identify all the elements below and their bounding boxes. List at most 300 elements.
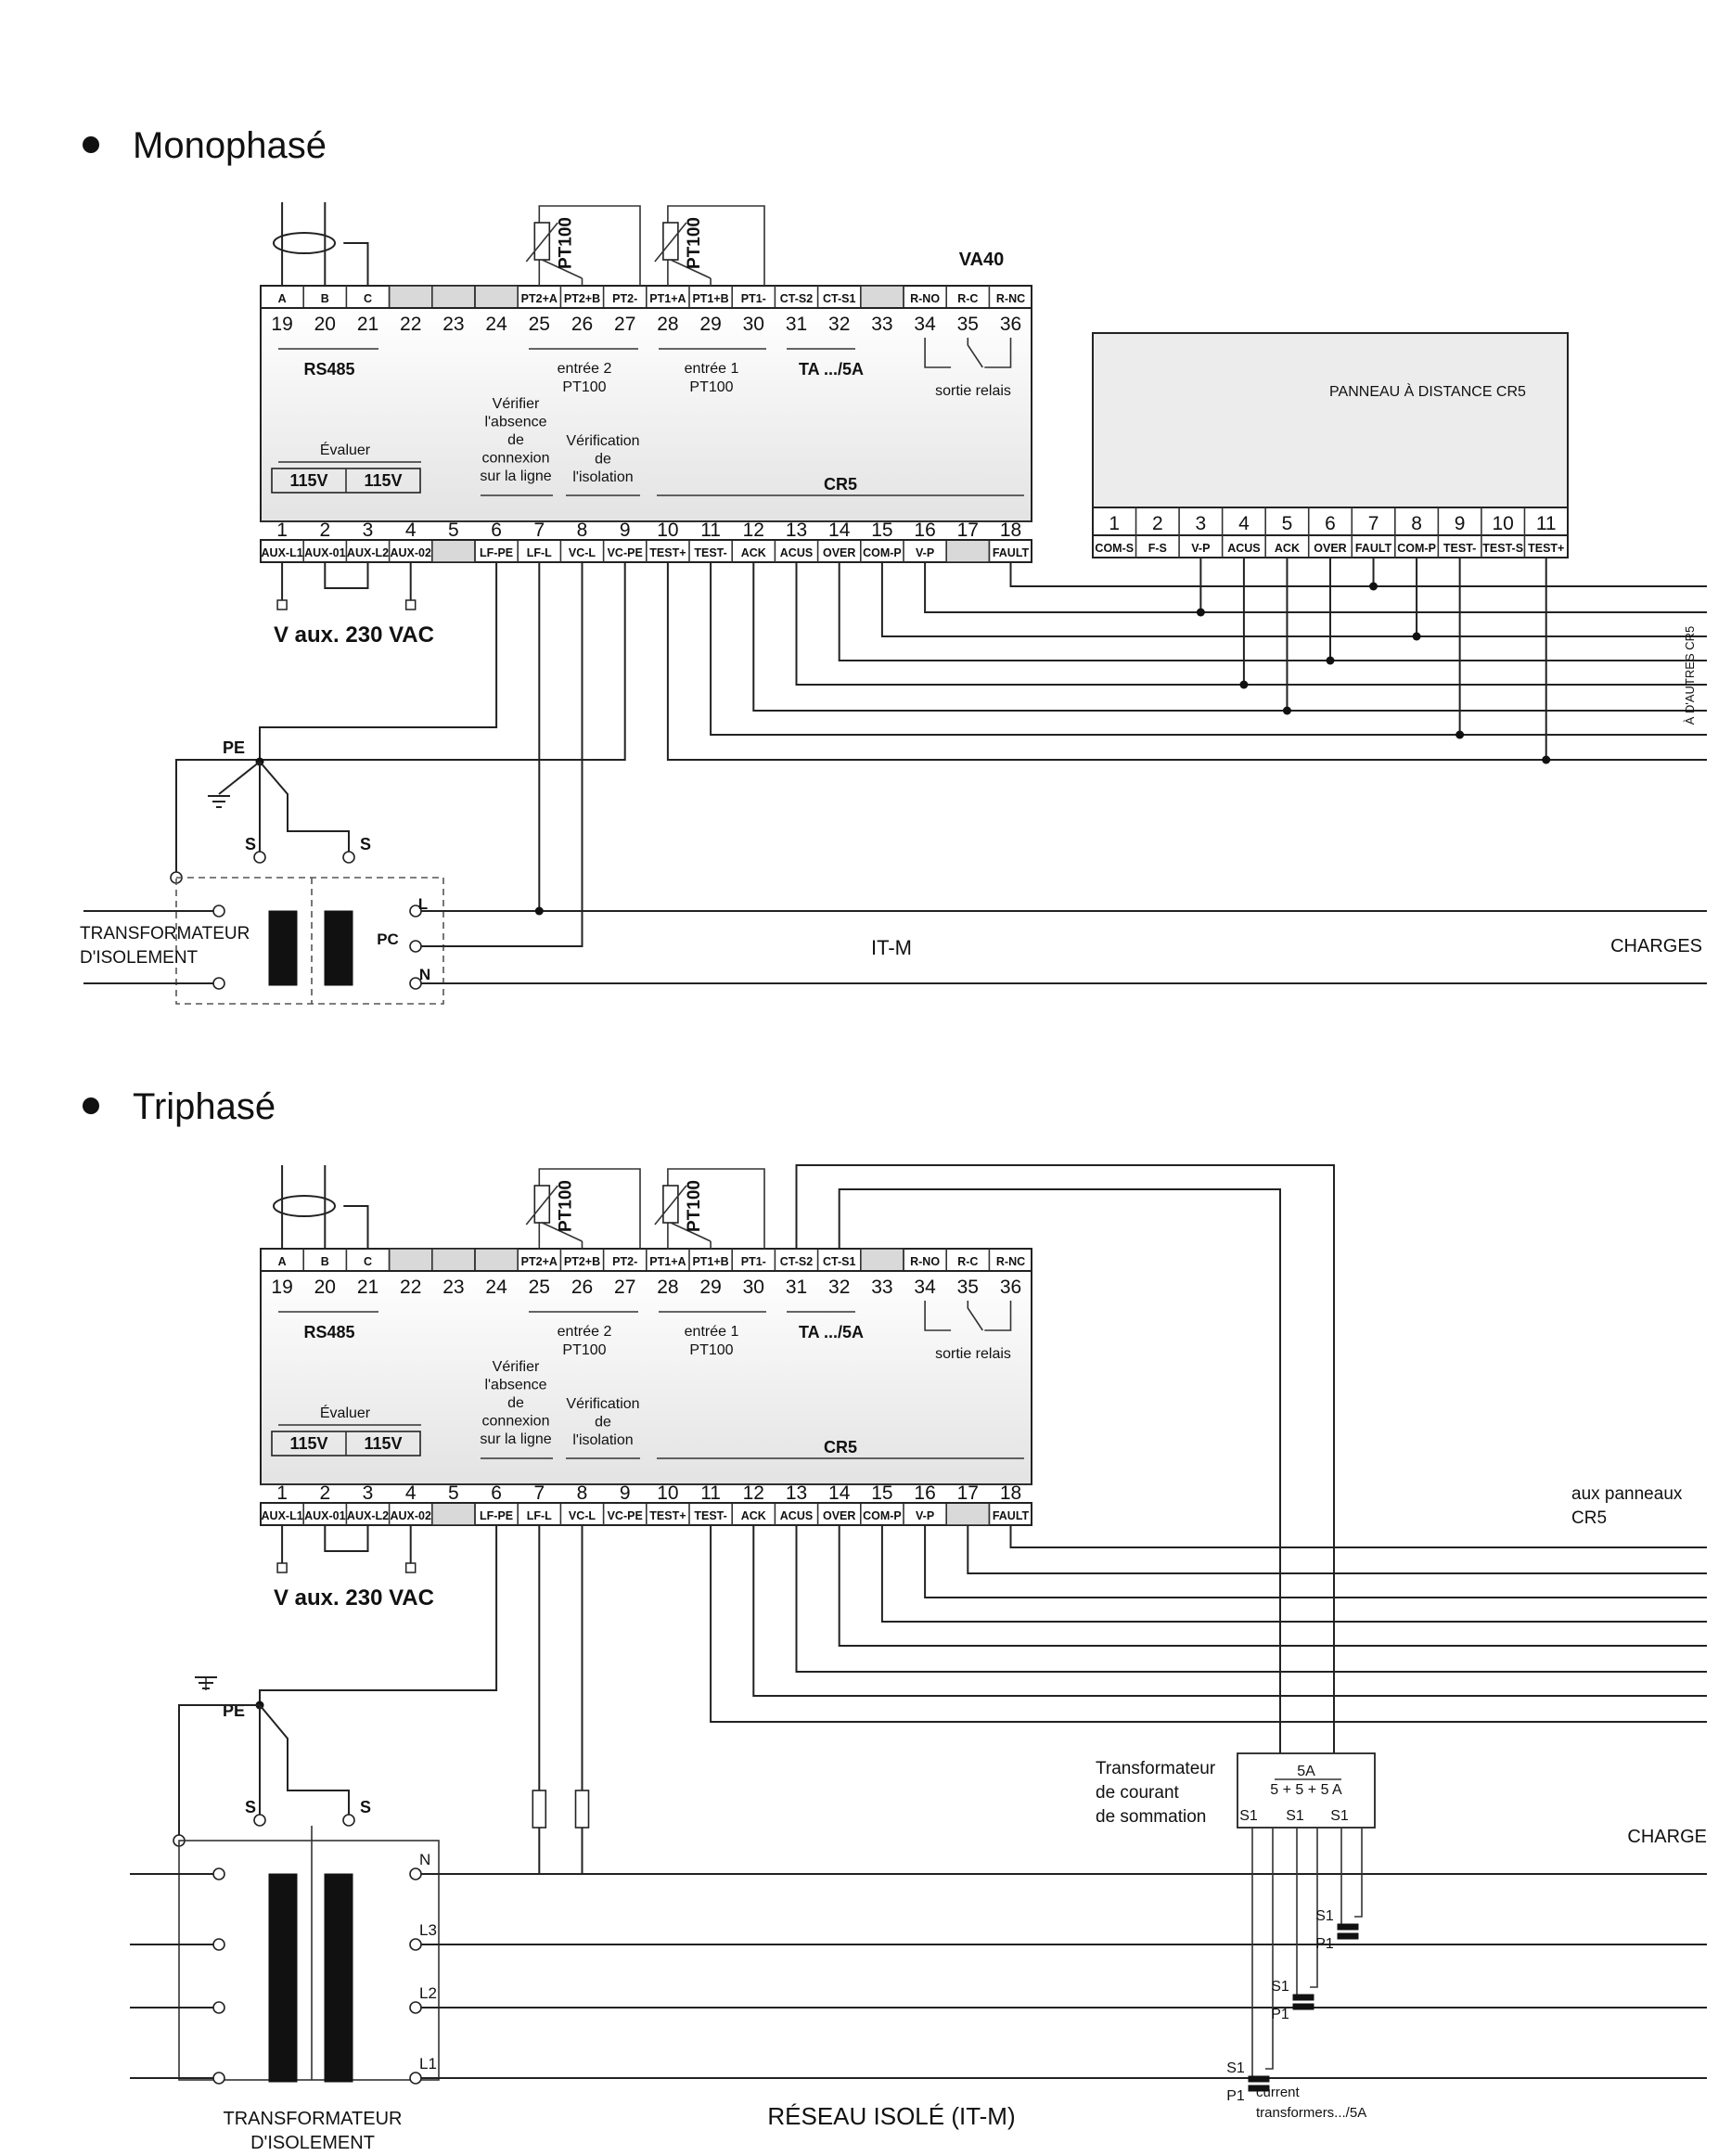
terminal-header-bottom: AUX-L2	[346, 546, 390, 559]
terminal-ring	[213, 1939, 224, 1950]
transformer-label: TRANSFORMATEUR	[223, 2109, 403, 2129]
aux-terminal	[277, 1563, 287, 1572]
rs485-wire-c	[343, 1206, 367, 1249]
section-title-mono: Monophasé	[133, 125, 327, 166]
panel-terminal-header: FAULT	[1354, 542, 1392, 555]
terminal-ring	[410, 1939, 421, 1950]
terminal-number-top: 34	[914, 314, 936, 335]
relay-output-label: sortie relais	[935, 1346, 1011, 1362]
terminal-header-bottom: AUX-L2	[346, 1509, 390, 1522]
terminal-header-bottom: AUX-01	[304, 1509, 346, 1522]
bus-wire	[753, 1525, 1707, 1696]
terminal-ring	[213, 905, 224, 917]
bus-wire	[882, 562, 1707, 636]
terminal-number-top: 36	[999, 1277, 1022, 1298]
terminal-ring	[410, 2002, 421, 2013]
terminal-header-top: PT1-	[740, 292, 766, 305]
terminal-number-bottom: 8	[576, 520, 588, 541]
header-shade	[861, 286, 904, 308]
switch-s-label: S	[244, 835, 257, 853]
ct-p1-label: P1	[1315, 1936, 1334, 1952]
summation-ratio-bottom: 5 + 5 + 5 A	[1270, 1782, 1342, 1798]
terminal-header-bottom: COM-P	[863, 1509, 902, 1522]
aux-voltage-label: V aux. 230 VAC	[274, 1585, 434, 1611]
terminal-number-bottom: 5	[448, 1482, 459, 1504]
terminal-header-bottom: V-P	[916, 546, 935, 559]
terminal-header-bottom: VC-L	[568, 546, 596, 559]
transformer-label: D'ISOLEMENT	[80, 948, 199, 968]
ct-p1-label: P1	[1271, 2007, 1289, 2022]
terminal-number-top: 23	[442, 1277, 465, 1298]
junction-dot	[1239, 681, 1248, 689]
pe-label: PE	[222, 738, 246, 757]
ct-caption: current	[1256, 2085, 1300, 2100]
evaluate-label: Évaluer	[319, 443, 371, 458]
terminal-header-top: PT2+A	[520, 1255, 558, 1268]
insulation-check-label: l'isolation	[572, 469, 634, 485]
header-shade	[475, 1249, 518, 1271]
terminal-number-top: 27	[614, 1277, 636, 1298]
insulation-check-label: l'isolation	[572, 1432, 634, 1448]
terminal-header-top: R-C	[957, 1255, 979, 1268]
junction-dot	[1455, 731, 1464, 739]
terminal-header-bottom: TEST-	[694, 1509, 727, 1522]
terminal-number-bottom: 1	[276, 1482, 288, 1504]
summation-label: de sommation	[1096, 1807, 1207, 1827]
terminal-header-bottom: LF-PE	[480, 1509, 514, 1522]
insulation-check-label: Vérification	[566, 1396, 640, 1412]
header-shade	[432, 540, 475, 562]
terminal-header-top: A	[277, 1255, 287, 1268]
terminal-number-top: 33	[871, 1277, 893, 1298]
pt100-label: PT100	[556, 1180, 576, 1232]
ta-label: TA .../5A	[798, 1323, 865, 1341]
verify-connection-label: sur la ligne	[480, 1431, 552, 1447]
terminal-number-top: 29	[699, 1277, 722, 1298]
terminal-header-top: B	[320, 1255, 329, 1268]
panel-terminal-header: COM-S	[1095, 542, 1135, 555]
transformer-core-right	[325, 1874, 353, 2082]
bullet-icon	[83, 136, 99, 153]
terminal-ring	[410, 2073, 421, 2084]
terminal-header-top: CT-S1	[822, 1255, 856, 1268]
terminal-number-top: 32	[828, 1277, 851, 1298]
ct-wire	[1354, 1828, 1362, 1917]
terminal-header-top: CT-S2	[779, 292, 814, 305]
aux-bridge	[325, 1525, 367, 1551]
verify-connection-label: connexion	[481, 450, 550, 467]
verify-connection-label: connexion	[481, 1413, 550, 1430]
verify-connection-label: de	[507, 432, 524, 448]
terminal-number-bottom: 3	[362, 1482, 374, 1504]
terminal-number-bottom: 9	[619, 520, 631, 541]
terminal-number-top: 19	[271, 314, 293, 335]
panel-terminal-number: 9	[1454, 513, 1466, 534]
terminal-number-bottom: 16	[914, 1482, 936, 1504]
terminal-number-bottom: 5	[448, 520, 459, 541]
terminal-header-bottom: LF-PE	[480, 546, 514, 559]
terminal-header-bottom: LF-L	[526, 1509, 552, 1522]
aux-terminal	[406, 1563, 416, 1572]
terminal-number-bottom: 4	[404, 1482, 417, 1504]
terminal-header-top: A	[277, 292, 287, 305]
terminal-header-bottom: OVER	[822, 1509, 856, 1522]
terminal-number-bottom: 7	[533, 520, 545, 541]
single-phase-section	[80, 125, 1707, 1004]
lf-pe-wire	[260, 562, 496, 762]
input1-sub-label: PT100	[689, 1342, 734, 1358]
terminal-header-top: R-NC	[995, 1255, 1026, 1268]
remote-panel-body	[1093, 333, 1568, 507]
network-label: IT-M	[871, 936, 912, 959]
terminal-header-bottom: AUX-02	[390, 1509, 431, 1522]
remote-panel-title: PANNEAU À DISTANCE CR5	[1329, 384, 1526, 400]
terminal-number-top: 21	[356, 1277, 379, 1298]
transformer-label: TRANSFORMATEUR	[80, 924, 250, 943]
verify-connection-label: sur la ligne	[480, 468, 552, 484]
terminal-header-bottom: AUX-01	[304, 546, 346, 559]
bus-wire	[711, 562, 1707, 735]
terminal-header-top: CT-S2	[779, 1255, 814, 1268]
panel-terminal-number: 1	[1109, 513, 1121, 534]
terminal-number-top: 31	[785, 314, 808, 335]
summation-s1-label: S1	[1286, 1808, 1304, 1824]
relay-output-label: sortie relais	[935, 383, 1011, 399]
terminal-header-top: PT2-	[612, 292, 638, 305]
phase-label: L1	[419, 2055, 437, 2073]
rs485-label: RS485	[303, 360, 355, 379]
terminal-number-top: 29	[699, 314, 722, 335]
terminal-number-bottom: 15	[871, 1482, 893, 1504]
terminal-ring	[213, 2073, 224, 2084]
panel-terminal-header: TEST-	[1442, 542, 1477, 555]
aux-terminal	[277, 600, 287, 610]
terminal-header-bottom: V-P	[916, 1509, 935, 1522]
terminal-number-bottom: 14	[828, 1482, 851, 1504]
pc-wire	[421, 562, 583, 946]
terminal-header-top: PT1-	[740, 1255, 766, 1268]
switch-wire	[260, 1705, 349, 1820]
ct-s1-label: S1	[1315, 1908, 1334, 1924]
junction-dot	[1542, 756, 1550, 764]
pt100-wire	[668, 206, 764, 286]
terminal-header-bottom: TEST-	[694, 546, 727, 559]
ct-caption: transformers.../5A	[1256, 2105, 1367, 2121]
loads-label: CHARGES	[1610, 936, 1702, 956]
terminal-number-bottom: 7	[533, 1482, 545, 1504]
junction-dot	[1327, 657, 1335, 665]
terminal-number-bottom: 1	[276, 520, 288, 541]
input2-sub-label: PT100	[562, 1342, 607, 1358]
vc-pe-wire	[176, 562, 625, 878]
bus-wire	[1011, 562, 1708, 586]
terminal-number-top: 34	[914, 1277, 936, 1298]
terminal-number-bottom: 13	[785, 1482, 808, 1504]
fuse-icon	[532, 1790, 545, 1828]
other-cr5-label: À D'AUTRES CR5	[1683, 625, 1697, 725]
header-shade	[432, 286, 475, 308]
panel-terminal-number: 6	[1325, 513, 1336, 534]
terminal-number-bottom: 8	[576, 1482, 588, 1504]
panel-terminal-number: 3	[1195, 513, 1207, 534]
ct-s1-label: S1	[1271, 1979, 1289, 1995]
terminal-header-top: PT2+B	[563, 1255, 601, 1268]
junction-dot	[1369, 583, 1378, 591]
aux-terminal	[406, 600, 416, 610]
panel-terminal-header: ACK	[1274, 542, 1301, 555]
terminal-ring	[410, 941, 421, 952]
terminal-ring	[410, 1868, 421, 1880]
terminal-number-top: 21	[356, 314, 379, 335]
terminal-header-bottom: COM-P	[863, 546, 902, 559]
verify-connection-label: de	[507, 1395, 524, 1411]
ct-p1-label: P1	[1226, 2088, 1245, 2104]
terminal-header-top: B	[320, 292, 329, 305]
phase-label: N	[419, 1851, 431, 1868]
terminal-header-bottom: VC-PE	[607, 546, 643, 559]
terminal-header-top: R-C	[957, 292, 979, 305]
header-shade	[861, 1249, 904, 1271]
terminal-header-bottom: AUX-L1	[261, 1509, 303, 1522]
terminal-ring	[213, 1868, 224, 1880]
rs485-wire-c	[343, 243, 367, 286]
summation-ratio-top: 5A	[1297, 1764, 1315, 1779]
terminal-ring	[213, 978, 224, 989]
header-shade	[946, 540, 989, 562]
verify-connection-label: Vérifier	[492, 1359, 540, 1375]
input2-label: entrée 2	[557, 361, 612, 377]
phase-label: L2	[419, 1984, 437, 2002]
insulation-check-label: de	[595, 451, 611, 468]
current-transformer-icon	[1249, 2076, 1269, 2082]
current-transformer-icon	[1293, 1995, 1314, 2000]
terminal-number-top: 28	[657, 314, 679, 335]
aux-voltage-label: V aux. 230 VAC	[274, 622, 434, 648]
three-phase-section	[83, 1086, 1707, 2153]
terminal-header-bottom: ACUS	[779, 1509, 814, 1522]
rs485-label: RS485	[303, 1323, 355, 1341]
panel-terminal-header: COM-P	[1397, 542, 1436, 555]
terminal-header-top: PT1+B	[692, 1255, 729, 1268]
terminal-number-bottom: 4	[404, 520, 417, 541]
device-model-label: CR5	[823, 1438, 858, 1457]
terminal-header-bottom: ACK	[740, 1509, 766, 1522]
terminal-header-top: PT1+B	[692, 292, 729, 305]
terminal-number-top: 31	[785, 1277, 808, 1298]
terminal-number-top: 30	[742, 314, 764, 335]
terminal-number-top: 30	[742, 1277, 764, 1298]
input1-sub-label: PT100	[689, 379, 734, 395]
device-model-label: CR5	[823, 475, 858, 494]
panel-terminal-number: 2	[1151, 513, 1163, 534]
terminal-header-bottom: FAULT	[992, 546, 1030, 559]
junction-dot	[1283, 707, 1291, 715]
panel-terminal-header: F-S	[1148, 542, 1167, 555]
line-l-label: L	[417, 895, 429, 913]
junction-dot	[1413, 633, 1421, 641]
pe-wire	[179, 1705, 260, 1841]
panel-terminal-header: V-P	[1191, 542, 1211, 555]
terminal-header-top: R-NO	[910, 292, 941, 305]
input1-label: entrée 1	[684, 361, 739, 377]
summation-label: Transformateur	[1096, 1759, 1216, 1778]
network-label: RÉSEAU ISOLÉ (IT-M)	[767, 2102, 1016, 2130]
pt100-wire	[668, 1169, 764, 1249]
terminal-number-top: 24	[485, 314, 507, 335]
pt100-wire	[539, 1169, 640, 1249]
terminal-header-bottom: AUX-L1	[261, 546, 303, 559]
junction-dot	[535, 907, 544, 916]
header-shade	[390, 286, 432, 308]
bus-wire	[711, 1525, 1707, 1722]
terminal-number-bottom: 2	[319, 520, 331, 541]
terminal-number-bottom: 18	[999, 520, 1022, 541]
bullet-icon	[83, 1097, 99, 1114]
header-shade	[390, 1249, 432, 1271]
pt100-label: PT100	[556, 217, 576, 269]
terminal-number-top: 22	[400, 1277, 422, 1298]
terminal-number-bottom: 12	[742, 520, 764, 541]
terminal-header-bottom: VC-L	[568, 1509, 596, 1522]
pe-label: PE	[222, 1701, 246, 1720]
line-pc-label: PC	[377, 930, 399, 948]
summation-s1-label: S1	[1330, 1808, 1349, 1824]
line-n-label: N	[418, 966, 431, 983]
input2-label: entrée 2	[557, 1324, 612, 1340]
fuse-icon	[576, 1790, 589, 1828]
bus-wire	[797, 562, 1708, 685]
terminal-header-bottom: TEST+	[649, 546, 686, 559]
supply-115v-label: 115V	[289, 471, 328, 490]
terminal-number-top: 33	[871, 314, 893, 335]
panel-terminal-number: 8	[1411, 513, 1422, 534]
terminal-number-top: 35	[956, 314, 979, 335]
verify-connection-label: l'absence	[484, 414, 547, 430]
terminal-number-top: 20	[314, 314, 336, 335]
current-transformer-icon	[1293, 2004, 1314, 2009]
ct-wire	[1265, 1828, 1273, 2069]
terminal-number-bottom: 17	[956, 1482, 979, 1504]
terminal-ring	[343, 1815, 354, 1826]
terminal-number-top: 24	[485, 1277, 507, 1298]
terminal-header-top: CT-S1	[822, 292, 856, 305]
supply-115v-label: 115V	[364, 1434, 403, 1453]
terminal-number-bottom: 10	[657, 1482, 679, 1504]
terminal-number-top: 26	[571, 314, 594, 335]
switch-s-label: S	[359, 835, 372, 853]
verify-connection-label: l'absence	[484, 1377, 547, 1393]
panel-terminal-header: TEST-S	[1482, 542, 1524, 555]
current-transformer-icon	[1338, 1933, 1358, 1939]
terminal-number-bottom: 10	[657, 520, 679, 541]
aux-bridge	[325, 562, 367, 588]
ct-s1-label: S1	[1226, 2060, 1245, 2076]
terminal-header-top: PT2+B	[563, 292, 601, 305]
panel-terminal-number: 5	[1281, 513, 1293, 534]
terminal-header-bottom: OVER	[822, 546, 856, 559]
pt100-label: PT100	[684, 217, 704, 269]
bus-wire	[840, 1525, 1707, 1646]
terminal-header-bottom: ACK	[740, 546, 766, 559]
terminal-number-top: 36	[999, 314, 1022, 335]
terminal-number-top: 22	[400, 314, 422, 335]
section-title-tri: Triphasé	[133, 1086, 276, 1127]
terminal-header-top: PT2+A	[520, 292, 558, 305]
terminal-number-bottom: 3	[362, 520, 374, 541]
header-shade	[475, 286, 518, 308]
current-transformer-icon	[1338, 1924, 1358, 1930]
terminal-number-top: 19	[271, 1277, 293, 1298]
terminal-ring	[343, 852, 354, 863]
panel-terminal-header: ACUS	[1227, 542, 1261, 555]
terminal-header-bottom: LF-L	[526, 546, 552, 559]
load-label: CHARGE	[1627, 1827, 1707, 1847]
terminal-header-top: R-NO	[910, 1255, 941, 1268]
terminal-number-bottom: 6	[491, 1482, 502, 1504]
terminal-header-top: C	[363, 1255, 373, 1268]
panel-terminal-header: TEST+	[1528, 542, 1565, 555]
terminal-header-bottom: TEST+	[649, 1509, 686, 1522]
panel-terminal-number: 7	[1367, 513, 1379, 534]
panel-terminal-number: 11	[1535, 513, 1557, 534]
switch-wire	[260, 762, 349, 857]
insulation-check-label: Vérification	[566, 433, 640, 449]
transformer-label: D'ISOLEMENT	[250, 2133, 375, 2153]
terminal-number-top: 23	[442, 314, 465, 335]
terminal-number-top: 25	[528, 314, 550, 335]
terminal-number-top: 26	[571, 1277, 594, 1298]
terminal-header-top: PT2-	[612, 1255, 638, 1268]
terminal-header-top: C	[363, 292, 373, 305]
supply-115v-label: 115V	[364, 471, 403, 490]
lf-pe-wire	[260, 1525, 496, 1705]
terminal-number-bottom: 13	[785, 520, 808, 541]
terminal-number-bottom: 14	[828, 520, 851, 541]
summation-label: de courant	[1096, 1783, 1179, 1803]
transformer-core-right	[325, 911, 353, 985]
bus-wire	[925, 1525, 1707, 1598]
panel-terminal-number: 10	[1492, 513, 1514, 534]
terminal-header-top: PT1+A	[649, 292, 686, 305]
summation-s1-label: S1	[1239, 1808, 1258, 1824]
terminal-number-bottom: 2	[319, 1482, 331, 1504]
evaluate-label: Évaluer	[319, 1405, 371, 1421]
verify-connection-label: Vérifier	[492, 396, 540, 412]
terminal-number-bottom: 11	[700, 1482, 722, 1504]
transformer-core-left	[269, 911, 297, 985]
terminal-number-bottom: 15	[871, 520, 893, 541]
header-shade	[432, 1249, 475, 1271]
terminal-header-top: R-NC	[995, 292, 1026, 305]
ta-label: TA .../5A	[798, 360, 865, 379]
pt100-wire	[539, 206, 640, 286]
insulation-check-label: de	[595, 1414, 611, 1431]
terminal-header-bottom: AUX-02	[390, 546, 431, 559]
terminal-header-top: PT1+A	[649, 1255, 686, 1268]
device-name-label: VA40	[958, 250, 1005, 270]
terminal-number-top: 28	[657, 1277, 679, 1298]
terminal-number-bottom: 18	[999, 1482, 1022, 1504]
panel-terminal-header: OVER	[1314, 542, 1347, 555]
bus-wire	[1011, 1525, 1708, 1547]
terminal-number-bottom: 9	[619, 1482, 631, 1504]
header-shade	[432, 1503, 475, 1525]
terminal-number-top: 32	[828, 314, 851, 335]
pt100-label: PT100	[684, 1180, 704, 1232]
to-panels-label: aux panneaux	[1571, 1484, 1683, 1504]
input1-label: entrée 1	[684, 1324, 739, 1340]
terminal-number-top: 20	[314, 1277, 336, 1298]
